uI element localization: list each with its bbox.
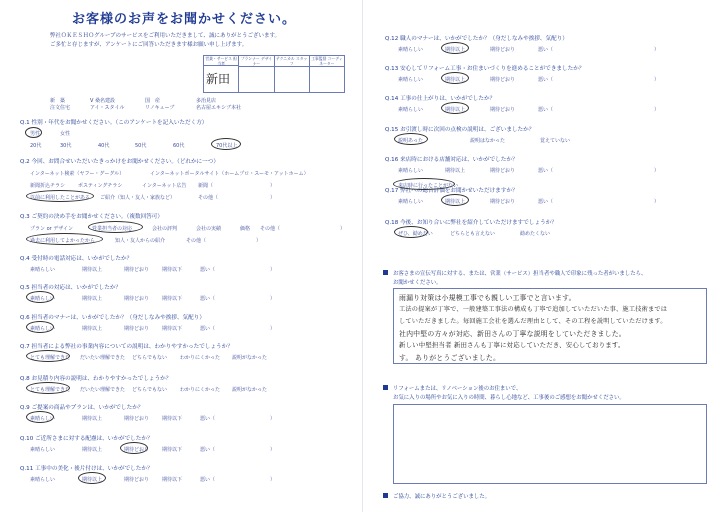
q4-option-6: ） bbox=[270, 267, 276, 273]
q6-option-2[interactable]: 期待以上 bbox=[82, 326, 103, 332]
q2-answer-circle bbox=[26, 190, 94, 202]
q8-answer-circle bbox=[26, 382, 70, 394]
q2-web-ad[interactable]: インターネット広告 bbox=[142, 183, 187, 189]
footer-thanks: ご協力、誠にありがとうございました。 bbox=[393, 494, 491, 500]
q2-other[interactable]: その他（ bbox=[198, 195, 219, 201]
q1-label: Q.1 性別・年代をお聞かせください。（このアンケートを記入いただく方） bbox=[20, 120, 208, 126]
q16-not-visited[interactable]: 来店時に行ったことがない bbox=[398, 183, 459, 189]
q14-option-2[interactable]: 期待以上 bbox=[445, 107, 466, 113]
q12-option-2[interactable]: 期待以上 bbox=[445, 47, 466, 53]
q14-option-5: ） bbox=[654, 107, 660, 113]
comment1-label-1: お客さまの宣伝写真に対する、または、営業（サービス）担当者や職人で印象に残った者がいましたら、 bbox=[393, 271, 647, 277]
q2-flyer[interactable]: 新聞折込チラシ bbox=[30, 183, 66, 189]
q5-option-1[interactable]: 素晴らしい bbox=[30, 296, 56, 302]
comment1-line-2: 工法の提案が丁寧で、一般建築工事法の構成も丁寧で追加していただいた事、施工技術までは bbox=[399, 306, 668, 313]
comment1-line-6: す。 ありがとうございました。 bbox=[399, 354, 501, 362]
q14-option-3[interactable]: 期待どおり bbox=[490, 107, 516, 113]
q2-newspaper[interactable]: 新聞（ bbox=[198, 183, 214, 189]
q6-option-3[interactable]: 期待どおり bbox=[124, 326, 150, 332]
q3-price[interactable]: 価格 bbox=[240, 226, 251, 232]
q9-option-2[interactable]: 期待以上 bbox=[82, 416, 103, 422]
q1-gender-male[interactable]: 男性 bbox=[30, 131, 41, 137]
q7-option-4[interactable]: わかりにくかった bbox=[180, 355, 221, 361]
q9-label: Q.9 ご提案の商品やプランは、いかがでしたか？ bbox=[20, 405, 144, 411]
q1-gender-circle bbox=[25, 127, 42, 138]
q7-option-2[interactable]: だいたい理解できた bbox=[80, 355, 126, 361]
q1-age-70s[interactable]: 70代以上 bbox=[216, 143, 238, 149]
q4-option-4[interactable]: 期待以下 bbox=[162, 267, 183, 273]
q5-option-3[interactable]: 期待どおり bbox=[124, 296, 150, 302]
q6-option-5[interactable]: 悪い（ bbox=[200, 326, 216, 332]
comment1-line-1: 雨漏り対策は小規模工事でも親しい工事でと言います。 bbox=[399, 294, 576, 302]
intro-line-2: ご多忙と存じますが、アンケートにご回答いただきます様お願い申し上げます。 bbox=[50, 42, 248, 48]
stamp-header-supervisor: 工事監督 コーディネーター bbox=[311, 56, 343, 66]
comment1-line-3: していただきました。毎回施工会社を選んだ理由として、その工程を説明していただけます。 bbox=[399, 318, 667, 325]
q3-other-2[interactable]: その他（ bbox=[186, 238, 207, 244]
q3-label: Q.3 ご契約の決め手をお聞かせください。（複数回答可） bbox=[20, 214, 163, 220]
q11-option-3[interactable]: 期待どおり bbox=[124, 477, 150, 483]
brand-kuwana: V 桑名建設 bbox=[90, 98, 116, 104]
q15-label: Q.15 お引渡し時に次回の点検の説明は、ございましたか？ bbox=[385, 127, 535, 133]
q3-friend-referral[interactable]: 知人・友人からの紹介 bbox=[115, 238, 166, 244]
q10-option-5[interactable]: 悪い（ bbox=[200, 447, 216, 453]
q7-answer-circle bbox=[26, 350, 70, 362]
stamp-sales-name: 新田 bbox=[206, 72, 231, 86]
q2-label: Q.2 今回、お問合せいただいたきっかけをお聞かせください。（どれかに一つ） bbox=[20, 159, 219, 165]
q12-option-5: ） bbox=[654, 47, 660, 53]
q4-option-3[interactable]: 期待どおり bbox=[124, 267, 150, 273]
q4-option-5[interactable]: 悪い（ bbox=[200, 267, 216, 273]
brand-custom-home: 注文住宅 bbox=[50, 105, 71, 111]
q17-option-1[interactable]: 素晴らしい bbox=[398, 199, 424, 205]
q17-label: Q.17 弊社への総合評価をお聞かせいただけますか？ bbox=[385, 188, 518, 194]
q3-sales-staff[interactable]: 営業担当者の対応 bbox=[92, 226, 133, 232]
q3-other-close: ） bbox=[340, 226, 346, 232]
brand-domestic: 国 産 bbox=[145, 98, 161, 104]
q5-label: Q.5 担当者の対応は、いかがでしたか？ bbox=[20, 285, 122, 291]
q4-label: Q.4 受付時の電話対応は、いかがでしたか？ bbox=[20, 256, 133, 262]
q3-results[interactable]: 会社の実績 bbox=[196, 226, 222, 232]
q1-age-circle bbox=[211, 138, 241, 150]
q15-option-1[interactable]: 説明あった bbox=[398, 138, 423, 144]
brand-renocube: リノキューブ bbox=[145, 105, 175, 111]
q6-answer-circle bbox=[26, 321, 54, 333]
q14-label: Q.14 工事の仕上がりは、いかがでしたか？ bbox=[385, 96, 496, 102]
q8-option-1[interactable]: とても理解できた bbox=[30, 387, 71, 393]
q18-label: Q.18 今後、お知り合いに弊社を紹介していただけますでしょうか？ bbox=[385, 220, 557, 226]
q12-option-3[interactable]: 期待どおり bbox=[490, 47, 516, 53]
q8-label: Q.8 お見積り内容の説明は、わかりやすかったでしょうか？ bbox=[20, 376, 172, 382]
q1-age-20s[interactable]: 20代 bbox=[30, 143, 42, 149]
q18-option-3[interactable]: 勧めたくない bbox=[520, 231, 551, 237]
q3-reputation[interactable]: 会社の評判 bbox=[152, 226, 178, 232]
q13-option-5: ） bbox=[654, 77, 660, 83]
q3-circle-past bbox=[26, 233, 103, 245]
q1-age-30s[interactable]: 30代 bbox=[60, 143, 72, 149]
q13-label: Q.13 安心してリフォーム工事・お住まいづくりを進めることができましたか？ bbox=[385, 66, 585, 72]
q3-other[interactable]: その他（ bbox=[260, 226, 281, 232]
q10-option-2[interactable]: 期待以上 bbox=[82, 447, 103, 453]
q3-circle-sales bbox=[88, 221, 143, 233]
q10-label: Q.10 ご近所さまに対する配慮は、いかがでしたか？ bbox=[20, 436, 153, 442]
q5-option-5[interactable]: 悪い（ bbox=[200, 296, 216, 302]
comment1-bullet bbox=[383, 270, 388, 275]
q10-answer-circle bbox=[120, 442, 148, 454]
brand-tajimi: 多治見店 bbox=[196, 98, 217, 104]
q18-option-1[interactable]: ぜひ、勧めたい bbox=[398, 231, 433, 237]
q9-answer-circle bbox=[26, 411, 54, 423]
q16-option-4[interactable]: 悪い（ bbox=[538, 168, 554, 174]
q17-option-3[interactable]: 期待どおり bbox=[490, 199, 516, 205]
q9-option-3[interactable]: 期待どおり bbox=[124, 416, 150, 422]
page-title: お客様のお声をお聞かせください。 bbox=[72, 12, 297, 27]
q9-option-1[interactable]: 素晴らしい bbox=[30, 416, 56, 422]
q6-option-1[interactable]: 素晴らしい bbox=[30, 326, 56, 332]
q8-option-2[interactable]: だいたい理解できた bbox=[80, 387, 126, 393]
q2-newspaper-close: ） bbox=[270, 183, 276, 189]
comment1-line-4: 社内中堅の方々が対応、新田さんの丁寧な説明をしていただきました。 bbox=[399, 330, 626, 338]
q1-gender-female[interactable]: 女性 bbox=[60, 131, 71, 137]
q4-option-1[interactable]: 素晴らしい bbox=[30, 267, 56, 273]
q10-option-4[interactable]: 期待以下 bbox=[162, 447, 183, 453]
q16-option-5: ） bbox=[654, 168, 660, 174]
q9-option-6: ） bbox=[270, 416, 276, 422]
page-fold bbox=[362, 0, 363, 512]
q16-label: Q.16 来店時における店舗対応は、いかがでしたか？ bbox=[385, 157, 518, 163]
q11-label: Q.11 工事中の美化・後片付けは、いかがでしたか？ bbox=[20, 466, 153, 472]
q18-answer-circle bbox=[394, 226, 428, 238]
q17-answer-circle bbox=[441, 194, 469, 206]
q16-option-3[interactable]: 期待どおり bbox=[490, 168, 516, 174]
q17-option-4[interactable]: 悪い（ bbox=[538, 199, 554, 205]
q18-option-2[interactable]: どちらとも言えない bbox=[450, 231, 496, 237]
intro-line-1: 弊社ＯＫＥＳＨＯグループのサービスをご利用いただきまして、誠にありがとうございます。 bbox=[50, 33, 281, 39]
q10-option-1[interactable]: 素晴らしい bbox=[30, 447, 56, 453]
brand-new-build: 新 築 bbox=[50, 98, 66, 104]
q5-option-2[interactable]: 期待以上 bbox=[82, 296, 103, 302]
brand-nagoya-head-office: 名古屋エキシブ本社 bbox=[196, 105, 241, 111]
q4-option-2[interactable]: 期待以上 bbox=[82, 267, 103, 273]
q7-option-5[interactable]: 説明がなかった bbox=[232, 355, 268, 361]
q14-option-4[interactable]: 悪い（ bbox=[538, 107, 554, 113]
q11-option-4[interactable]: 期待以下 bbox=[162, 477, 183, 483]
q5-option-6: ） bbox=[270, 296, 276, 302]
q13-option-3[interactable]: 期待どおり bbox=[490, 77, 516, 83]
q9-option-5[interactable]: 悪い（ bbox=[200, 416, 216, 422]
q2-posting[interactable]: ポスティングチラシ bbox=[78, 183, 123, 189]
q13-option-4[interactable]: 悪い（ bbox=[538, 77, 554, 83]
q16-option-2[interactable]: 期待以上 bbox=[445, 168, 466, 174]
q7-option-1[interactable]: とても理解できた bbox=[30, 355, 71, 361]
q2-portal[interactable]: インターネットポータルサイト（ホームプロ・スーモ・アットホーム） bbox=[150, 171, 309, 177]
comment2-label-2: お気に入りの場所やお気に入りの時間、暮らし心地など、工事後のご感想をお聞かせください。 bbox=[393, 395, 625, 401]
q15-option-3[interactable]: 覚えていない bbox=[540, 138, 571, 144]
footer-bullet bbox=[383, 493, 388, 498]
q11-option-1[interactable]: 素晴らしい bbox=[30, 477, 56, 483]
stamp-header-sales: 営業・サービス 担当者 bbox=[205, 56, 237, 66]
q13-option-1[interactable]: 素晴らしい bbox=[398, 77, 424, 83]
q12-option-4[interactable]: 悪い（ bbox=[538, 47, 554, 53]
stamp-header-technical: テクニカル スタッフ bbox=[275, 56, 308, 66]
q15-option-2[interactable]: 説明はなかった bbox=[470, 138, 506, 144]
q10-option-6: ） bbox=[270, 447, 276, 453]
q5-option-4[interactable]: 期待以下 bbox=[162, 296, 183, 302]
q12-answer-circle bbox=[441, 42, 469, 54]
comment1-label-2: お聞かせください。 bbox=[393, 280, 442, 286]
q14-option-1[interactable]: 素晴らしい bbox=[398, 107, 424, 113]
q13-option-2[interactable]: 期待以上 bbox=[445, 77, 466, 83]
q12-option-1[interactable]: 素晴らしい bbox=[398, 47, 424, 53]
q15-answer-circle bbox=[394, 133, 428, 145]
q9-option-4[interactable]: 期待以下 bbox=[162, 416, 183, 422]
q1-age-50s[interactable]: 50代 bbox=[135, 143, 147, 149]
comment1-box[interactable] bbox=[393, 288, 707, 364]
q11-option-2[interactable]: 期待以上 bbox=[82, 477, 103, 483]
q11-option-5[interactable]: 悪い（ bbox=[200, 477, 216, 483]
q1-age-60s[interactable]: 60代 bbox=[173, 143, 185, 149]
stamp-header-planner: プランナー デザイナー bbox=[240, 56, 273, 66]
q8-option-3[interactable]: どちらでもない bbox=[132, 387, 167, 393]
q12-label: Q.12 職人のマナーは、いかがでしたか？（身だしなみや挨拶、気配り） bbox=[385, 36, 568, 42]
q1-age-40s[interactable]: 40代 bbox=[98, 143, 110, 149]
q2-other-close: ） bbox=[270, 195, 276, 201]
comment2-bullet bbox=[383, 385, 388, 390]
q6-label: Q.6 担当者のマナーは、いかがでしたか？（身だしなみや挨拶、気配り） bbox=[20, 315, 205, 321]
q8-option-4[interactable]: わかりにくかった bbox=[180, 387, 221, 393]
q7-label: Q.7 担当者による弊社の事業内容についての説明は、わかりやすかったでしょうか？ bbox=[20, 344, 233, 350]
staff-stamp-table bbox=[203, 55, 345, 93]
q10-option-3[interactable]: 期待どおり bbox=[124, 447, 150, 453]
q16-option-1[interactable]: 素晴らしい bbox=[398, 168, 424, 174]
q2-referral[interactable]: ご紹介（知人・友人・家族など） bbox=[100, 195, 176, 201]
brand-i-style: アイ・スタイル bbox=[90, 105, 125, 111]
q7-option-3[interactable]: どちらでもない bbox=[132, 355, 167, 361]
comment1-line-5: 新しい中堅担当者 新田さんも丁寧に対応していただき、安心しております。 bbox=[399, 341, 625, 349]
q5-answer-circle bbox=[26, 291, 54, 303]
q2-search[interactable]: インターネット検索（ヤフー・グーグル） bbox=[30, 171, 125, 177]
q6-option-4[interactable]: 期待以下 bbox=[162, 326, 183, 332]
comment2-label-1: リフォームまたは、リノベーション後のお住まいで、 bbox=[393, 386, 522, 392]
q13-answer-circle bbox=[441, 72, 469, 84]
q17-option-5: ） bbox=[654, 199, 660, 205]
q8-option-5[interactable]: 説明がなかった bbox=[232, 387, 268, 393]
q16-circle bbox=[393, 178, 455, 190]
q17-option-2[interactable]: 期待以上 bbox=[445, 199, 466, 205]
q11-option-6: ） bbox=[270, 477, 276, 483]
q3-past-use[interactable]: 過去に利用してよかったから bbox=[30, 238, 96, 244]
q11-answer-circle bbox=[78, 472, 106, 484]
comment2-box[interactable] bbox=[393, 404, 707, 484]
q14-answer-circle bbox=[441, 102, 469, 114]
q3-other-2-close: ） bbox=[256, 238, 262, 244]
q6-option-6: ） bbox=[270, 326, 276, 332]
q2-used-before[interactable]: 以前に利用したことがある bbox=[30, 195, 91, 201]
q3-plan-design[interactable]: プラン or デザイン bbox=[30, 226, 73, 232]
